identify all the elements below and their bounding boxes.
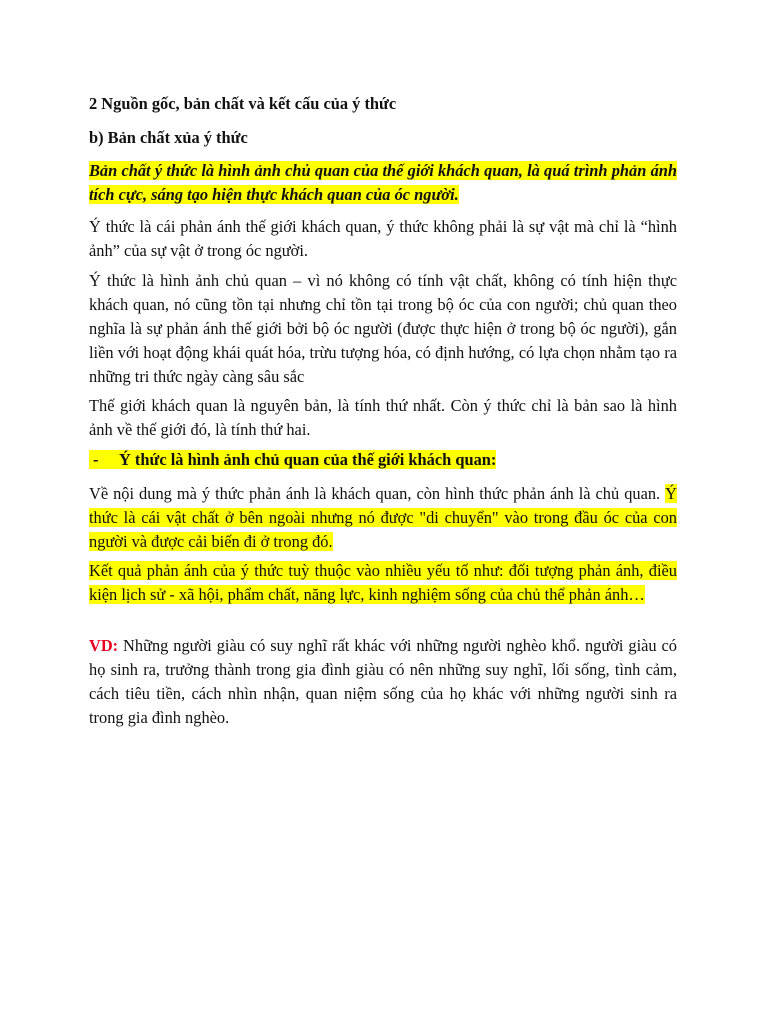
example-text: Những người giàu có suy nghĩ rất khác với những người nghèo khổ. người giàu có họ sinh ra, trưởng thành trong gia đình giàu có nên những suy nghĩ, lối sống, tình cảm, cách tiêu tiền, cách nhìn nhận, quan niệm sống của họ khác với những người sinh ra trong gia đình nghèo. — [89, 636, 677, 727]
definition-text: Bản chất ý thức là hình ảnh chủ quan của thế giới khách quan, là quá trình phản ánh tích cực, sáng tạo hiện thực khách quan của óc người. — [89, 161, 677, 204]
paragraph-2: Ý thức là hình ảnh chủ quan – vì nó không có tính vật chất, không có tính hiện thực khách quan, nó cũng tồn tại nhưng chỉ tồn tại trong bộ óc của con người; chủ quan theo nghĩa là sự phản ánh thế giới bởi bộ óc người (được thực hiện ở trong bộ óc người), gắn liền với hoạt động khái quát hóa, trừu tượng hóa, có định hướng, có lựa chọn nhằm tạo ra những tri thức ngày càng sâu sắc — [89, 271, 677, 386]
paragraph-5-highlight: Kết quả phản ánh của ý thức tuỳ thuộc vào nhiều yếu tố như: đối tượng phản ánh, điều kiện lịch sử - xã hội, phẩm chất, năng lực, kinh nghiệm sống của chủ thể phản ánh… — [89, 561, 677, 604]
bullet-highlight — [89, 450, 496, 469]
example-label: VD: — [89, 636, 119, 655]
paragraph-4-highlight: Ý thức là cái vật chất ở bên ngoài nhưng nó được "di chuyển" vào trong đầu óc của con người và được cải biến đi ở trong đó. — [89, 484, 677, 551]
bullet-text: Ý thức là hình ảnh chủ quan của thế giới khách quan: — [119, 450, 497, 469]
paragraph-1: Ý thức là cái phản ánh thế giới khách quan, ý thức không phải là sự vật mà chỉ là “hình ảnh” của sự vật ở trong óc người. — [89, 217, 677, 260]
paragraph-4 — [89, 482, 677, 554]
paragraph-4-plain: Về nội dung mà ý thức phản ánh là khách quan, còn hình thức phản ánh là chủ quan. — [89, 484, 666, 503]
bullet-marker: - — [93, 450, 99, 469]
paragraph-5 — [89, 559, 677, 607]
definition-highlight — [89, 159, 677, 207]
paragraph-3: Thế giới khách quan là nguyên bản, là tính thứ nhất. Còn ý thức chỉ là bản sao là hình ảnh về thế giới đó, là tính thứ hai. — [89, 396, 677, 439]
bullet-item — [89, 448, 677, 472]
section-title: 2 Nguồn gốc, bản chất và kết cấu của ý thức — [89, 94, 397, 113]
subsection-title: b) Bản chất xủa ý thức — [89, 128, 248, 147]
example-paragraph — [89, 634, 677, 730]
